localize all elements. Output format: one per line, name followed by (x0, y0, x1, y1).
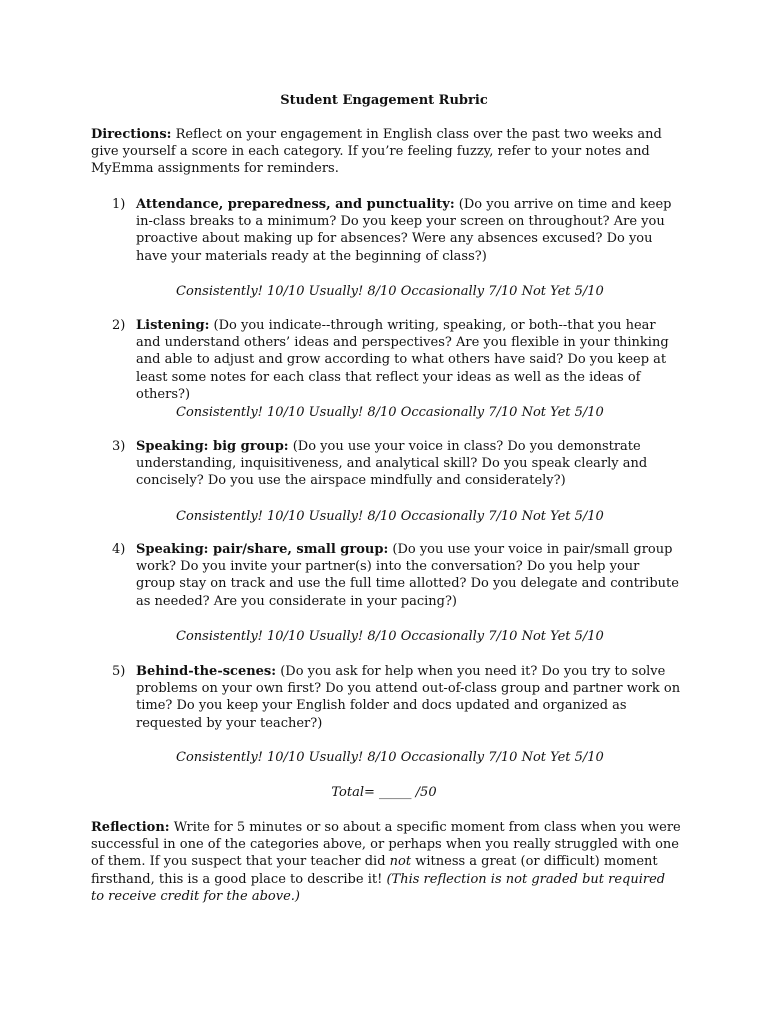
item-number: 2) (112, 318, 126, 333)
item-heading: Listening: (136, 318, 210, 333)
item-number: 3) (112, 439, 126, 454)
item-heading: Speaking: pair/share, small group: (136, 542, 389, 557)
reflection-emphasis: not (389, 854, 412, 870)
item-number: 4) (112, 542, 126, 557)
item-number: 5) (112, 664, 126, 679)
rubric-item-behind-the-scenes (112, 663, 682, 732)
rubric-item-speaking-big-group (112, 438, 682, 490)
item-heading: Behind-the-scenes: (136, 664, 277, 679)
rubric-item-attendance (112, 196, 682, 265)
item-number: 1) (112, 197, 126, 212)
page-title: Student Engagement Rubric (280, 93, 488, 108)
reflection-note: (This reflection is not graded but required to receive credit for the above.) (91, 871, 666, 904)
directions-label: Directions: (91, 127, 172, 142)
item-heading: Attendance, preparedness, and punctuality: (136, 197, 455, 212)
item-text (136, 196, 682, 265)
score-scale-1: Consistently! 10/10 Usually! 8/10 Occasionally 7/10 Not Yet 5/10 (176, 284, 604, 299)
rubric-item-speaking-small-group (112, 541, 682, 610)
reflection-paragraph (91, 819, 681, 905)
reflection-text-after: witness a great (or difficult) moment firsthand, this is a good place to describe it! (91, 854, 658, 887)
reflection-label: Reflection: (91, 820, 170, 835)
item-text (136, 317, 682, 403)
item-text (136, 438, 682, 490)
item-text (136, 663, 682, 732)
score-scale-4: Consistently! 10/10 Usually! 8/10 Occasionally 7/10 Not Yet 5/10 (176, 629, 604, 644)
item-text (136, 541, 682, 610)
directions-paragraph (91, 126, 681, 178)
item-description: (Do you use your voice in class? Do you demonstrate understanding, inquisitiveness, and analytical skill? Do you speak clearly and concisely? Do you use the airspace mindfully and considerately?) (136, 439, 648, 489)
score-scale-2: Consistently! 10/10 Usually! 8/10 Occasionally 7/10 Not Yet 5/10 (176, 405, 604, 420)
item-description: (Do you indicate--through writing, speaking, or both--that you hear and understand others’ ideas and perspectives? Are you flexible in your thinking and able to adjust and grow according to what others have said? Do you keep at least some notes for each class that reflect your ideas as well as the ideas of others?) (136, 318, 669, 402)
rubric-item-listening (112, 317, 682, 403)
reflection-text-before: Write for 5 minutes or so about a specific moment from class when you were successful in one of the categories above, or perhaps when you really struggled with one of them. If you suspect that your teacher did (91, 820, 681, 870)
score-scale-3: Consistently! 10/10 Usually! 8/10 Occasionally 7/10 Not Yet 5/10 (176, 509, 604, 524)
directions-text: Reflect on your engagement in English class over the past two weeks and give yourself a score in each category. If you’re feeling fuzzy, refer to your notes and MyEmma assignments for reminders. (91, 127, 662, 177)
total-score-line: Total= _____ /50 (331, 785, 437, 800)
item-description: (Do you arrive on time and keep in-class breaks to a minimum? Do you keep your screen on throughout? Are you proactive about making up for absences? Were any absences excused? Do you have your materials ready at the beginning of class?) (136, 197, 672, 264)
item-heading: Speaking: big group: (136, 439, 289, 454)
score-scale-5: Consistently! 10/10 Usually! 8/10 Occasionally 7/10 Not Yet 5/10 (176, 750, 604, 765)
item-description: (Do you ask for help when you need it? Do you try to solve problems on your own first? Do you attend out-of-class group and partner work on time? Do you keep your English folder and docs updated and organized as requested by your teacher?) (136, 664, 681, 731)
item-description: (Do you use your voice in pair/small group work? Do you invite your partner(s) into the conversation? Do you help your group stay on track and use the full time allotted? Do you delegate and contribute as needed? Are you considerate in your pacing?) (136, 542, 679, 609)
